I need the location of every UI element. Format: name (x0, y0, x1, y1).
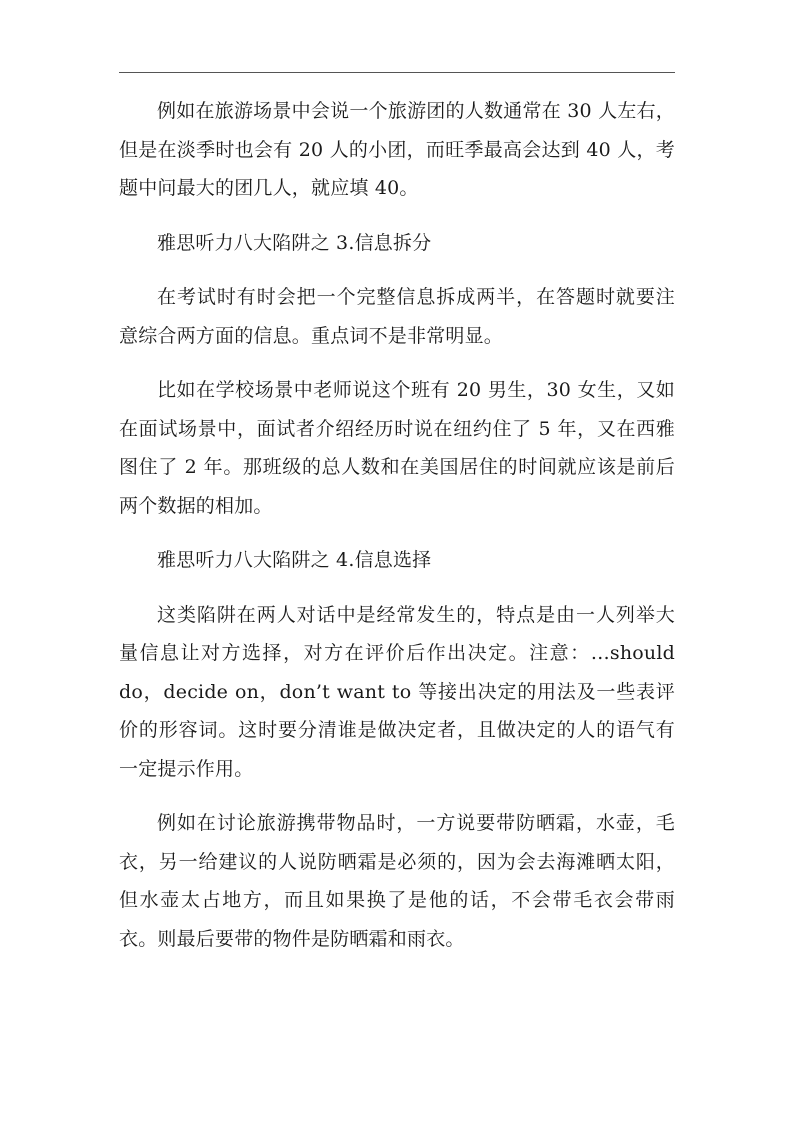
paragraph-info-split-description: 在考试时有时会把一个完整信息拆成两半，在答题时就要注意综合两方面的信息。重点词不是非常明显。 (119, 286, 675, 347)
section-heading-info-split: 雅思听力八大陷阱之 3.信息拆分 (157, 231, 432, 254)
paragraph-tour-group-example: 例如在旅游场景中会说一个旅游团的人数通常在 30 人左右，但是在淡季时也会有 20 人的小团，而旺季最高会达到 40 人，考题中问最大的团几人，就应填 40。 (119, 100, 675, 199)
header-rule (119, 72, 675, 73)
paragraph-info-selection-example: 例如在讨论旅游携带物品时，一方说要带防晒霜，水壶，毛衣，另一给建议的人说防晒霜是必须的，因为会去海滩晒太阳，但水壶太占地方，而且如果换了是他的话，不会带毛衣会带雨衣。则最后要带的物件是防晒霜和雨衣。 (119, 812, 675, 950)
paragraph-info-selection-description: 这类陷阱在两人对话中是经常发生的，特点是由一人列举大量信息让对方选择，对方在评价后作出决定。注意：…should do，decide on，don’t want to 等接出决定的用法及一些表评价的形容词。这时要分清谁是做决定者，且做决定的人的语气有一定提示作用。 (119, 603, 675, 780)
document-body (119, 92, 675, 958)
section-heading-info-selection: 雅思听力八大陷阱之 4.信息选择 (157, 549, 432, 571)
paragraph-info-split-example: 比如在学校场景中老师说这个班有 20 男生，30 女生，又如在面试场景中，面试者介绍经历时说在纽约住了 5 年，又在西雅图住了 2 年。那班级的总人数和在美国居住的时间就应该是前后两个数据的相加。 (119, 379, 675, 517)
